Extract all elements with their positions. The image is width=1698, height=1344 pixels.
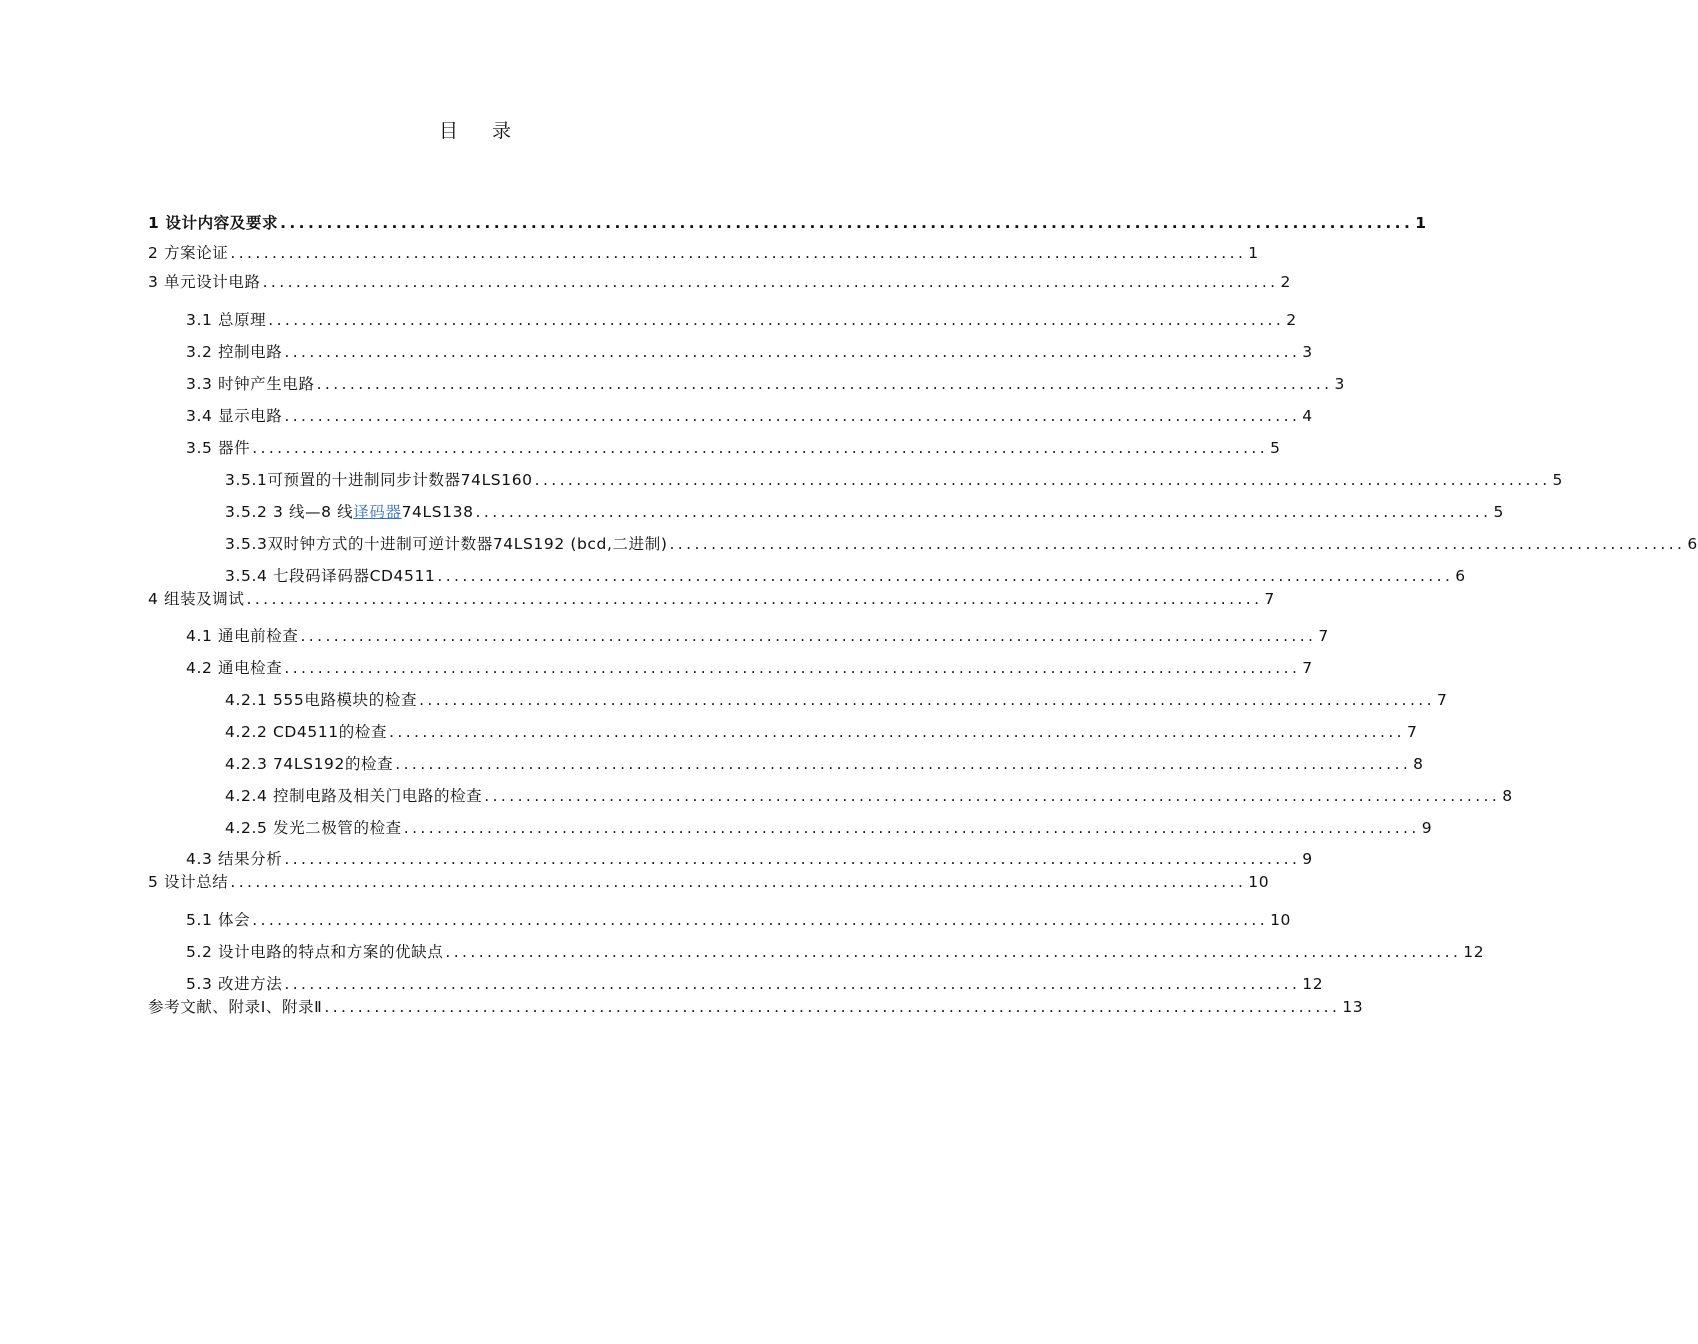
toc-dot-leader: .......................................................................................................................... [669, 535, 1686, 553]
toc-page-number: 10 [1248, 873, 1270, 891]
toc-entry-label: 4.2.5 发光二极管的检查 [225, 819, 402, 837]
toc-entry[interactable] [225, 785, 1513, 807]
toc-dot-leader: .......................................................................................................................... [284, 343, 1301, 361]
toc-entry[interactable] [186, 848, 1313, 870]
toc-dot-leader: .......................................................................................................................... [246, 590, 1263, 608]
toc-entry[interactable] [148, 242, 1259, 264]
toc-entry-label: 3.5.3双时钟方式的十进制可逆计数器74LS192 (bcd,二进制) [225, 535, 668, 553]
toc-entry[interactable] [225, 689, 1448, 711]
toc-dot-leader: .......................................................................................................................... [284, 850, 1301, 868]
toc-dot-leader: .......................................................................................................................... [284, 975, 1301, 993]
toc-entry[interactable] [148, 996, 1364, 1018]
toc-entry[interactable] [225, 533, 1698, 555]
toc-dot-leader: .......................................................................................................................... [230, 244, 1247, 262]
toc-entry-label: 3.4 显示电路 [186, 407, 283, 425]
toc-page-number: 7 [1318, 627, 1329, 645]
toc-dot-leader: .......................................................................................................................... [300, 627, 1317, 645]
toc-entry[interactable] [225, 753, 1424, 775]
toc-dot-leader: .......................................................................................................................... [395, 755, 1412, 773]
toc-page-number: 12 [1463, 943, 1485, 961]
toc-entry-label: 3.5.4 七段码译码器CD4511 [225, 567, 436, 585]
toc-dot-leader: .......................................................................................................................... [284, 407, 1301, 425]
toc-page-number: 8 [1502, 787, 1513, 805]
toc-entry[interactable] [186, 373, 1345, 395]
toc-entry[interactable] [225, 469, 1563, 491]
toc-entry-label: 4.2.3 74LS192的检查 [225, 755, 394, 773]
toc-entry[interactable] [186, 941, 1485, 963]
toc-entry[interactable] [186, 657, 1313, 679]
toc-entry[interactable] [186, 437, 1281, 459]
toc-page-number: 2 [1280, 273, 1291, 291]
toc-page-number: 5 [1552, 471, 1563, 489]
toc-page-number: 7 [1302, 659, 1313, 677]
toc-dot-leader: .......................................................................................................................... [445, 943, 1462, 961]
toc-entry[interactable] [186, 973, 1324, 995]
toc-dot-leader: .......................................................................................................................... [284, 659, 1301, 677]
toc-entry[interactable] [225, 565, 1466, 587]
toc-page-number: 6 [1455, 567, 1466, 585]
toc-entry-label: 3 单元设计电路 [148, 273, 261, 291]
toc-page-number: 5 [1493, 503, 1504, 521]
toc-dot-leader: .......................................................................................................................... [280, 214, 1414, 232]
toc-page-number: 10 [1270, 911, 1292, 929]
toc-entry[interactable] [148, 271, 1291, 293]
toc-dot-leader: .......................................................................................................................... [419, 691, 1435, 709]
toc-dot-leader: .......................................................................................................................... [230, 873, 1247, 891]
toc-entry-label: 3.3 时钟产生电路 [186, 375, 315, 393]
toc-entry[interactable] [186, 405, 1313, 427]
toc-entry-link[interactable]: 译码器 [353, 503, 402, 521]
toc-entry-label: 4.2.2 CD4511的检查 [225, 723, 388, 741]
toc-page-number: 13 [1342, 998, 1364, 1016]
toc-entry-label-prefix: 3.5.2 3 线—8 线 [225, 503, 354, 521]
toc-dot-leader: .......................................................................................................................... [252, 911, 1269, 929]
toc-entry-label: 4.2.4 控制电路及相关门电路的检查 [225, 787, 483, 805]
toc-dot-leader: .......................................................................................................................... [324, 998, 1341, 1016]
toc-entry[interactable] [225, 721, 1418, 743]
toc-entry-label-suffix: 74LS138 [401, 503, 474, 521]
toc-entry[interactable] [148, 871, 1270, 893]
toc-entry-label: 3.5 器件 [186, 439, 251, 457]
toc-entry-label: 4.1 通电前检查 [186, 627, 299, 645]
toc-page-number: 1 [1415, 214, 1427, 232]
toc-entry[interactable] [186, 909, 1292, 931]
toc-entry-label: 4.2.1 555电路模块的检查 [225, 691, 418, 709]
toc-page-number: 9 [1302, 850, 1313, 868]
toc-page-number: 7 [1406, 723, 1418, 741]
toc-entry-label: 2 方案论证 [148, 244, 229, 262]
toc-entry-label: 5 设计总结 [148, 873, 229, 891]
toc-entry[interactable] [186, 625, 1329, 647]
toc-entry-label: 4.2 通电检查 [186, 659, 283, 677]
toc-entry-label: 5.3 改进方法 [186, 975, 283, 993]
toc-entry[interactable] [148, 212, 1427, 234]
toc-dot-leader: .......................................................................................................................... [534, 471, 1551, 489]
toc-page-number: 7 [1436, 691, 1448, 709]
toc-entry-label: 3.2 控制电路 [186, 343, 283, 361]
toc-page-number: 12 [1302, 975, 1324, 993]
toc-dot-leader: .......................................................................................................................... [475, 503, 1492, 521]
toc-entry-label: 3.1 总原理 [186, 311, 267, 329]
toc-page-number: 5 [1270, 439, 1281, 457]
page-title: 目 录 [438, 120, 526, 142]
toc-entry[interactable] [225, 817, 1433, 839]
toc-dot-leader: .......................................................................................................................... [484, 787, 1501, 805]
toc-page-number: 6 [1687, 535, 1698, 553]
toc-page-number: 3 [1334, 375, 1345, 393]
toc-entry-label: 4.3 结果分析 [186, 850, 283, 868]
toc-entry[interactable] [186, 309, 1297, 331]
toc-page-number: 3 [1302, 343, 1313, 361]
toc-dot-leader: .......................................................................................................................... [389, 723, 1405, 741]
toc-dot-leader: .......................................................................................................................... [252, 439, 1269, 457]
toc-page-number: 7 [1264, 590, 1275, 608]
toc-entry-label: 5.1 体会 [186, 911, 251, 929]
toc-dot-leader: .......................................................................................................................... [262, 273, 1279, 291]
toc-entry-label: 3.5.1可预置的十进制同步计数器74LS160 [225, 471, 533, 489]
toc-entry-label: 5.2 设计电路的特点和方案的优缺点 [186, 943, 444, 961]
toc-entry[interactable] [225, 501, 1504, 523]
toc-page-number: 8 [1413, 755, 1424, 773]
toc-page-number: 1 [1248, 244, 1259, 262]
toc-dot-leader: .......................................................................................................................... [316, 375, 1333, 393]
toc-entry[interactable] [148, 588, 1275, 610]
toc-page-number: 4 [1302, 407, 1313, 425]
toc-page-number: 2 [1286, 311, 1297, 329]
toc-entry-label: 4 组装及调试 [148, 590, 245, 608]
toc-entry[interactable] [186, 341, 1313, 363]
toc-dot-leader: .......................................................................................................................... [268, 311, 1285, 329]
toc-dot-leader: .......................................................................................................................... [437, 567, 1454, 585]
toc-page-number: 9 [1421, 819, 1433, 837]
toc-entry-label: 参考文献、附录Ⅰ、附录Ⅱ [148, 998, 323, 1016]
toc-dot-leader: .......................................................................................................................... [403, 819, 1420, 837]
toc-entry-label [225, 501, 474, 523]
toc-entry-label: 1 设计内容及要求 [148, 214, 279, 232]
